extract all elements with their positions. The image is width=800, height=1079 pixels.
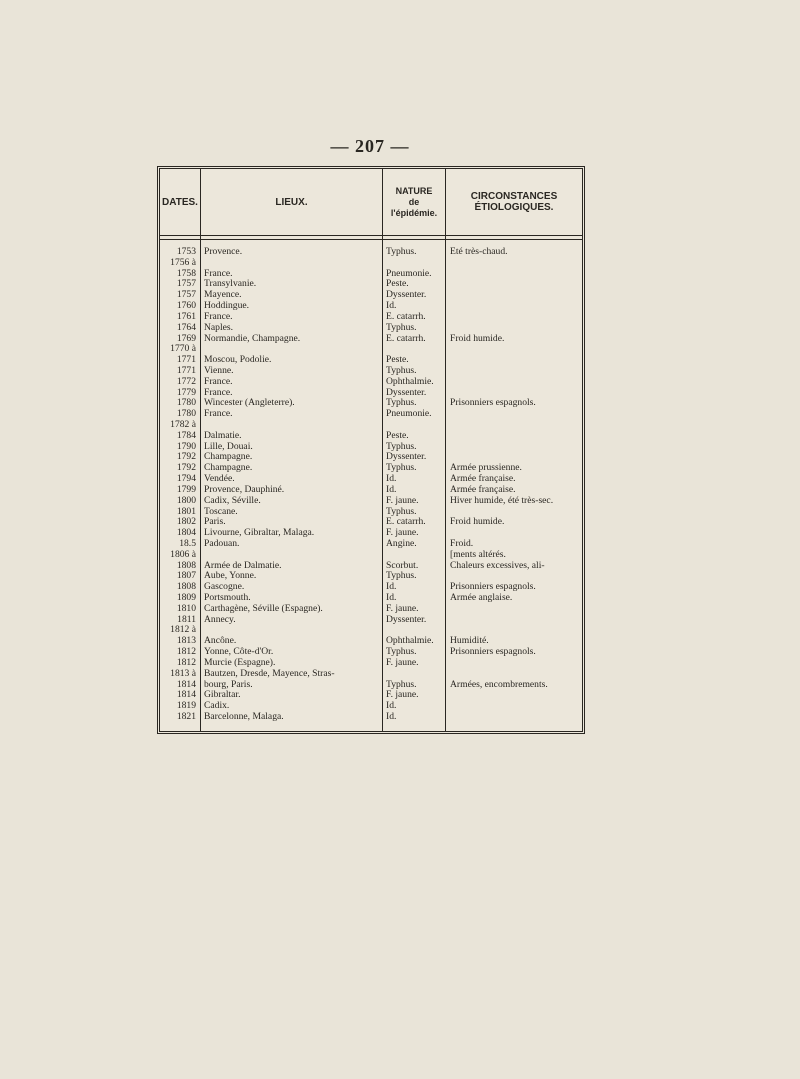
cell-date: 1771 [176, 365, 196, 376]
cell-date: 1808 [176, 560, 196, 571]
cell-nature: Typhus. [386, 441, 417, 452]
cell-date: 1814 [176, 690, 196, 701]
cell-nature: F. jaune. [386, 603, 419, 614]
table-row [160, 701, 582, 712]
table-row [160, 615, 582, 626]
cell-date: 1809 [176, 593, 196, 603]
cell-lieu: Provence, Dauphiné. [204, 484, 285, 495]
cell-lieu: Yonne, Côte-d'Or. [204, 647, 274, 658]
header-lieux: LIEUX. [275, 196, 308, 208]
table-row [160, 625, 582, 636]
cell-date: 1753 [176, 247, 196, 257]
cell-circonstances: Chaleurs excessives, ali- [450, 560, 545, 571]
cell-lieu: Mayence. [204, 290, 242, 301]
cell-lieu: Dalmatie. [204, 430, 242, 441]
table-row [160, 431, 582, 442]
cell-lieu: Livourne, Gibraltar, Malaga. [204, 528, 315, 539]
cell-date: 1812 à [170, 625, 196, 636]
table-row [160, 582, 582, 593]
cell-nature: Pneumonie. [386, 268, 432, 279]
cell-nature: Id. [386, 301, 397, 312]
cell-circonstances: Armées, encombrements. [450, 679, 548, 690]
cell-date: 1813 [176, 636, 196, 647]
cell-nature: Dyssenter. [386, 452, 427, 463]
cell-circonstances: Hiver humide, été très-sec. [450, 495, 554, 506]
cell-lieu: Cadix, Séville. [204, 495, 261, 506]
cell-nature: Typhus. [386, 506, 417, 517]
cell-lieu: Gascogne. [204, 582, 245, 593]
cell-date: 1782 à [170, 420, 196, 430]
table-row [160, 398, 582, 409]
cell-lieu: Annecy. [204, 614, 236, 625]
cell-date: 1810 [176, 603, 196, 614]
cell-lieu: Aube, Yonne. [204, 571, 257, 582]
table-row [160, 344, 582, 355]
cell-circonstances: Armée anglaise. [450, 593, 513, 603]
cell-circonstances: Prisonniers espagnols. [450, 398, 536, 409]
table-row [160, 496, 582, 507]
cell-nature: E. catarrh. [386, 333, 426, 344]
table-row [160, 301, 582, 312]
cell-lieu: Vendée. [204, 474, 235, 485]
table-row [160, 463, 582, 474]
cell-lieu: Armée de Dalmatie. [204, 560, 282, 571]
header-nature-line1: NATURE [395, 185, 433, 196]
cell-lieu: Vienne. [204, 365, 234, 376]
table-row [160, 442, 582, 453]
cell-nature: Typhus. [386, 463, 417, 474]
table-row [160, 571, 582, 582]
cell-nature: Ophthalmie. [386, 636, 434, 647]
cell-circonstances: [ments altérés. [450, 549, 506, 560]
header-nature [383, 169, 445, 235]
table-row [160, 334, 582, 345]
cell-nature: F. jaune. [386, 528, 419, 539]
cell-circonstances: Armée française. [450, 484, 516, 495]
cell-date: 1811 [177, 614, 196, 625]
cell-lieu: France. [204, 268, 233, 279]
table-row [160, 517, 582, 528]
cell-date: 1780 [176, 398, 196, 409]
cell-date: 1800 [176, 495, 196, 506]
cell-date: 1819 [176, 701, 196, 712]
table-row [160, 539, 582, 550]
cell-nature: F. jaune. [386, 495, 419, 506]
cell-lieu: Portsmouth. [204, 593, 251, 603]
cell-date: 1757 [176, 279, 196, 290]
cell-lieu: Padouan. [204, 538, 240, 549]
cell-lieu: Bautzen, Dresde, Mayence, Stras- [204, 668, 335, 679]
cell-date: 1806 à [170, 549, 196, 560]
cell-date: 1792 [176, 463, 196, 474]
cell-lieu: Wincester (Angleterre). [204, 398, 295, 409]
cell-lieu: Hoddingue. [204, 301, 250, 312]
cell-nature: Peste. [386, 430, 409, 441]
cell-date: 1784 [176, 430, 196, 441]
cell-nature: Peste. [386, 355, 409, 366]
cell-lieu: Murcie (Espagne). [204, 657, 276, 668]
cell-date: 1801 [176, 506, 196, 517]
table-row [160, 366, 582, 377]
cell-lieu: France. [204, 387, 233, 398]
header-nature-line2: de [408, 196, 420, 207]
cell-date: 1764 [176, 322, 196, 333]
cell-nature: F. jaune. [386, 690, 419, 701]
cell-date: 1808 [176, 582, 196, 593]
table-row [160, 690, 582, 701]
cell-lieu: Toscane. [204, 506, 238, 517]
epidemics-table [157, 166, 585, 734]
table-row [160, 269, 582, 280]
table-row [160, 647, 582, 658]
cell-date: 1779 [176, 387, 196, 398]
cell-nature: Dyssenter. [386, 614, 427, 625]
table-row [160, 279, 582, 290]
cell-circonstances: Froid humide. [450, 517, 505, 528]
table-row [160, 312, 582, 323]
header-nature-line3: l'épidémie. [390, 207, 438, 218]
cell-circonstances: Froid. [450, 538, 474, 549]
cell-date: 1790 [176, 441, 196, 452]
cell-date: 1770 à [170, 344, 196, 355]
cell-nature: Pneumonie. [386, 409, 432, 420]
cell-date: 1814 [176, 679, 196, 690]
cell-circonstances: Armée prussienne. [450, 463, 522, 474]
cell-nature: Id. [386, 711, 397, 722]
table-row [160, 604, 582, 615]
table-row [160, 528, 582, 539]
cell-nature: Typhus. [386, 679, 417, 690]
cell-date: 1757 [176, 290, 196, 301]
cell-lieu: Paris. [204, 517, 226, 528]
cell-lieu: Moscou, Podolie. [204, 355, 272, 366]
cell-lieu: Naples. [204, 322, 234, 333]
cell-nature: Typhus. [386, 398, 417, 409]
cell-lieu: Barcelonne, Malaga. [204, 711, 284, 722]
table-row [160, 550, 582, 561]
cell-lieu: Normandie, Champagne. [204, 333, 301, 344]
cell-lieu: Champagne. [204, 463, 253, 474]
cell-nature: Dyssenter. [386, 290, 427, 301]
cell-lieu: Gibraltar. [204, 690, 241, 701]
table-row [160, 474, 582, 485]
page-number: — 207 — [330, 136, 410, 156]
cell-date: 1821 [176, 711, 196, 722]
table-row [160, 669, 582, 680]
table-row [160, 712, 582, 723]
table-row [160, 561, 582, 572]
cell-date: 1794 [176, 474, 196, 485]
cell-lieu: Transylvanie. [204, 279, 257, 290]
cell-lieu: bourg, Paris. [204, 679, 253, 690]
cell-lieu: Champagne. [204, 452, 253, 463]
cell-date: 1780 [176, 409, 196, 420]
cell-lieu: Ancône. [204, 636, 237, 647]
cell-date: 1812 [176, 647, 196, 658]
cell-date: 1772 [176, 376, 196, 387]
header-rule [160, 235, 582, 240]
cell-date: 1760 [176, 301, 196, 312]
table-row [160, 258, 582, 269]
cell-nature: Id. [386, 484, 397, 495]
cell-nature: E. catarrh. [386, 311, 426, 322]
table-row [160, 290, 582, 301]
cell-date: 1792 [176, 452, 196, 463]
table-row [160, 507, 582, 518]
table-row [160, 388, 582, 399]
cell-nature: Dyssenter. [386, 387, 427, 398]
cell-circonstances: Froid humide. [450, 333, 505, 344]
table-row [160, 680, 582, 691]
cell-lieu: Carthagène, Séville (Espagne). [204, 603, 323, 614]
cell-circonstances: Humidité. [450, 636, 489, 647]
cell-nature: Id. [386, 593, 397, 603]
cell-lieu: France. [204, 409, 233, 420]
cell-date: 1802 [176, 517, 196, 528]
cell-nature: Typhus. [386, 571, 417, 582]
cell-date: 1812 [176, 657, 196, 668]
cell-date: 1771 [176, 355, 196, 366]
table-row [160, 247, 582, 258]
cell-nature: E. catarrh. [386, 517, 426, 528]
table-row [160, 452, 582, 463]
header-circonstances: CIRCONSTANCES ÉTIOLOGIQUES. [470, 191, 558, 213]
cell-date: 1769 [176, 333, 196, 344]
cell-date: 1807 [176, 571, 196, 582]
cell-date: 1758 [176, 268, 196, 279]
table-row [160, 636, 582, 647]
cell-nature: F. jaune. [386, 657, 419, 668]
cell-lieu: Lille, Douai. [204, 441, 253, 452]
table-row [160, 420, 582, 431]
cell-date: 1761 [176, 311, 196, 322]
table-row [160, 377, 582, 388]
cell-nature: Scorbut. [386, 560, 419, 571]
cell-circonstances: Eté très-chaud. [450, 247, 508, 257]
cell-lieu: Cadix. [204, 701, 230, 712]
cell-nature: Id. [386, 701, 397, 712]
cell-circonstances: Prisonniers espagnols. [450, 582, 536, 593]
cell-nature: Ophthalmie. [386, 376, 434, 387]
cell-circonstances: Prisonniers espagnols. [450, 647, 536, 658]
cell-nature: Typhus. [386, 322, 417, 333]
cell-date: 1799 [176, 484, 196, 495]
cell-nature: Typhus. [386, 647, 417, 658]
cell-date: 1804 [176, 528, 196, 539]
cell-date: 18.5 [179, 538, 196, 549]
cell-nature: Typhus. [386, 247, 417, 257]
table-row [160, 658, 582, 669]
cell-nature: Typhus. [386, 365, 417, 376]
cell-lieu: France. [204, 376, 233, 387]
cell-date: 1813 à [170, 668, 196, 679]
table-row [160, 593, 582, 604]
table-row [160, 485, 582, 496]
cell-nature: Id. [386, 582, 397, 593]
cell-lieu: France. [204, 311, 233, 322]
table-row [160, 409, 582, 420]
cell-nature: Angine. [386, 538, 417, 549]
cell-date: 1756 à [170, 257, 196, 268]
table-body [160, 247, 582, 723]
cell-circonstances: Armée française. [450, 474, 516, 485]
cell-lieu: Provence. [204, 247, 243, 257]
cell-nature: Peste. [386, 279, 409, 290]
header-dates: DATES. [162, 196, 198, 208]
table-row [160, 323, 582, 334]
cell-nature: Id. [386, 474, 397, 485]
table-row [160, 355, 582, 366]
